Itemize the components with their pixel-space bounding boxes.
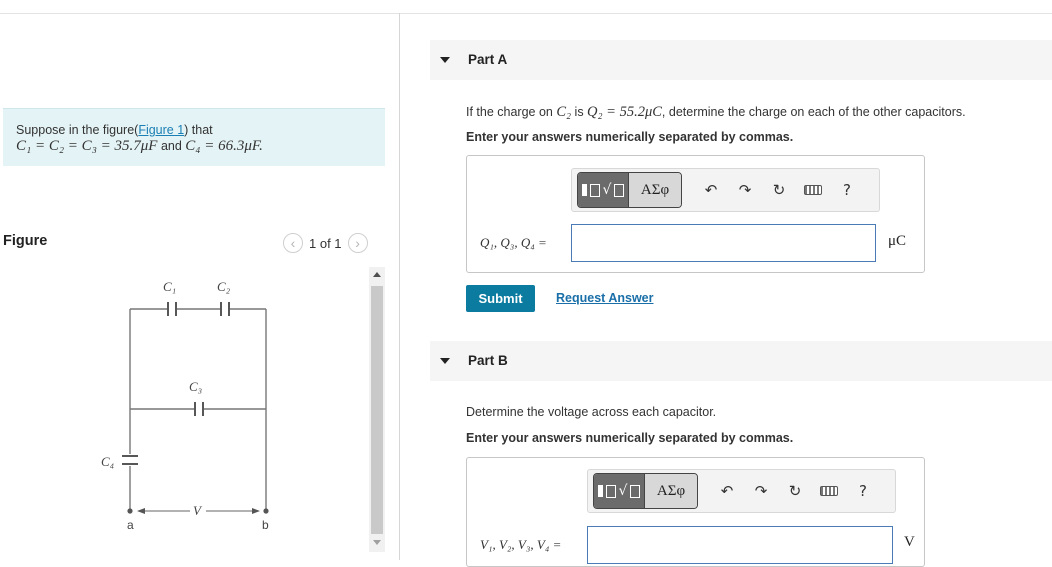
help-icon[interactable]: ? bbox=[859, 482, 867, 500]
pager-count: 1 of 1 bbox=[309, 235, 342, 251]
c4-equation: C₄ = 66.3μF. bbox=[185, 138, 263, 154]
submit-button[interactable]: Submit bbox=[466, 285, 535, 312]
voltage-arrow-right bbox=[252, 508, 260, 514]
question-suffix: , determine the charge on each of the other capacitors. bbox=[661, 105, 966, 119]
greek-symbols-button[interactable]: ΑΣφ bbox=[628, 173, 681, 207]
greek-symbols-button[interactable]: ΑΣφ bbox=[644, 474, 697, 508]
label-c4: C₄ bbox=[101, 454, 115, 469]
box-icon bbox=[614, 184, 624, 197]
part-a-header[interactable] bbox=[430, 40, 1052, 80]
terminal-b bbox=[263, 508, 268, 513]
request-answer-link[interactable]: Request Answer bbox=[556, 291, 654, 305]
part-a-answer-input[interactable] bbox=[571, 224, 876, 262]
voltage-arrow-left bbox=[137, 508, 145, 514]
next-figure-button[interactable] bbox=[348, 233, 368, 253]
fraction-icon bbox=[606, 485, 616, 498]
question-c2: C₂ bbox=[556, 104, 572, 120]
part-a-answer-label: Q₁, Q₃, Q₄ = bbox=[480, 235, 547, 250]
radical-icon: √ bbox=[618, 483, 628, 499]
figure-pager bbox=[283, 233, 368, 253]
help-icon[interactable]: ? bbox=[843, 181, 851, 199]
figure-scrollbar[interactable] bbox=[369, 267, 385, 552]
top-rule bbox=[0, 13, 1052, 14]
undo-icon[interactable]: ↶ bbox=[720, 482, 734, 500]
part-b-answer-label: V₁, V₂, V₃, V₄ = bbox=[480, 537, 562, 552]
part-b-header[interactable] bbox=[430, 341, 1052, 381]
collapse-triangle-icon[interactable] bbox=[440, 358, 450, 364]
template-group bbox=[577, 172, 682, 208]
template-group bbox=[593, 473, 698, 509]
templates-button[interactable] bbox=[594, 474, 644, 508]
part-b-instruction: Enter your answers numerically separated by commas. bbox=[466, 431, 794, 445]
question-prefix: If the charge on bbox=[466, 105, 557, 119]
reset-icon[interactable]: ↻ bbox=[772, 181, 786, 199]
label-voltage: V bbox=[193, 503, 201, 518]
intro-text: Suppose in the figure( bbox=[16, 123, 139, 137]
label-a: a bbox=[127, 518, 134, 532]
chevron-left-icon: ‹ bbox=[290, 235, 296, 251]
circuit-diagram bbox=[95, 270, 295, 535]
question-q2: Q₂ = 55.2μC bbox=[587, 104, 662, 120]
part-b-math-toolbar bbox=[587, 469, 896, 513]
label-c3: C₃ bbox=[189, 379, 203, 394]
template-block-icon bbox=[582, 184, 587, 196]
figure-title: Figure bbox=[3, 233, 48, 249]
fraction-icon bbox=[590, 184, 600, 197]
problem-statement bbox=[3, 108, 385, 166]
template-block-icon bbox=[598, 485, 603, 497]
problem-equation bbox=[16, 138, 385, 154]
intro-text-after: ) that bbox=[184, 123, 213, 137]
part-b-answer-box bbox=[466, 457, 925, 567]
part-a-question bbox=[466, 104, 966, 121]
scroll-down-arrow-icon[interactable] bbox=[373, 540, 381, 545]
chevron-right-icon: › bbox=[355, 235, 360, 251]
redo-icon[interactable]: ↷ bbox=[754, 482, 768, 500]
collapse-triangle-icon[interactable] bbox=[440, 57, 450, 63]
terminal-a bbox=[127, 508, 132, 513]
redo-icon[interactable]: ↷ bbox=[738, 181, 752, 199]
panel-divider bbox=[399, 13, 400, 560]
label-c2: C₂ bbox=[217, 279, 231, 294]
reset-icon[interactable]: ↻ bbox=[788, 482, 802, 500]
capacitance-equation: C₁ = C₂ = C₃ = 35.7μF bbox=[16, 138, 158, 154]
part-b-label: Part B bbox=[468, 353, 508, 368]
box-icon bbox=[630, 485, 640, 498]
part-b-question: Determine the voltage across each capacitor. bbox=[466, 405, 717, 419]
label-b: b bbox=[262, 518, 269, 532]
figure-link[interactable]: Figure 1 bbox=[138, 123, 185, 137]
label-c1: C₁ bbox=[163, 279, 177, 294]
problem-intro bbox=[16, 122, 385, 138]
part-b-answer-input[interactable] bbox=[587, 526, 893, 564]
part-a-unit: μC bbox=[888, 233, 907, 249]
part-a-math-toolbar bbox=[571, 168, 880, 212]
keyboard-button[interactable] bbox=[812, 486, 846, 496]
part-a-label: Part A bbox=[468, 52, 508, 67]
part-b-unit: V bbox=[904, 534, 915, 550]
equation-and: and bbox=[157, 139, 186, 153]
scroll-up-arrow-icon[interactable] bbox=[373, 272, 381, 277]
radical-icon: √ bbox=[602, 182, 612, 198]
prev-figure-button[interactable] bbox=[283, 233, 303, 253]
keyboard-icon bbox=[820, 486, 838, 496]
keyboard-icon bbox=[804, 185, 822, 195]
keyboard-button[interactable] bbox=[796, 185, 830, 195]
part-a-answer-box bbox=[466, 155, 925, 273]
question-is: is bbox=[571, 105, 588, 119]
scroll-thumb[interactable] bbox=[371, 286, 383, 534]
undo-icon[interactable]: ↶ bbox=[704, 181, 718, 199]
templates-button[interactable] bbox=[578, 173, 628, 207]
part-a-instruction: Enter your answers numerically separated by commas. bbox=[466, 130, 794, 144]
